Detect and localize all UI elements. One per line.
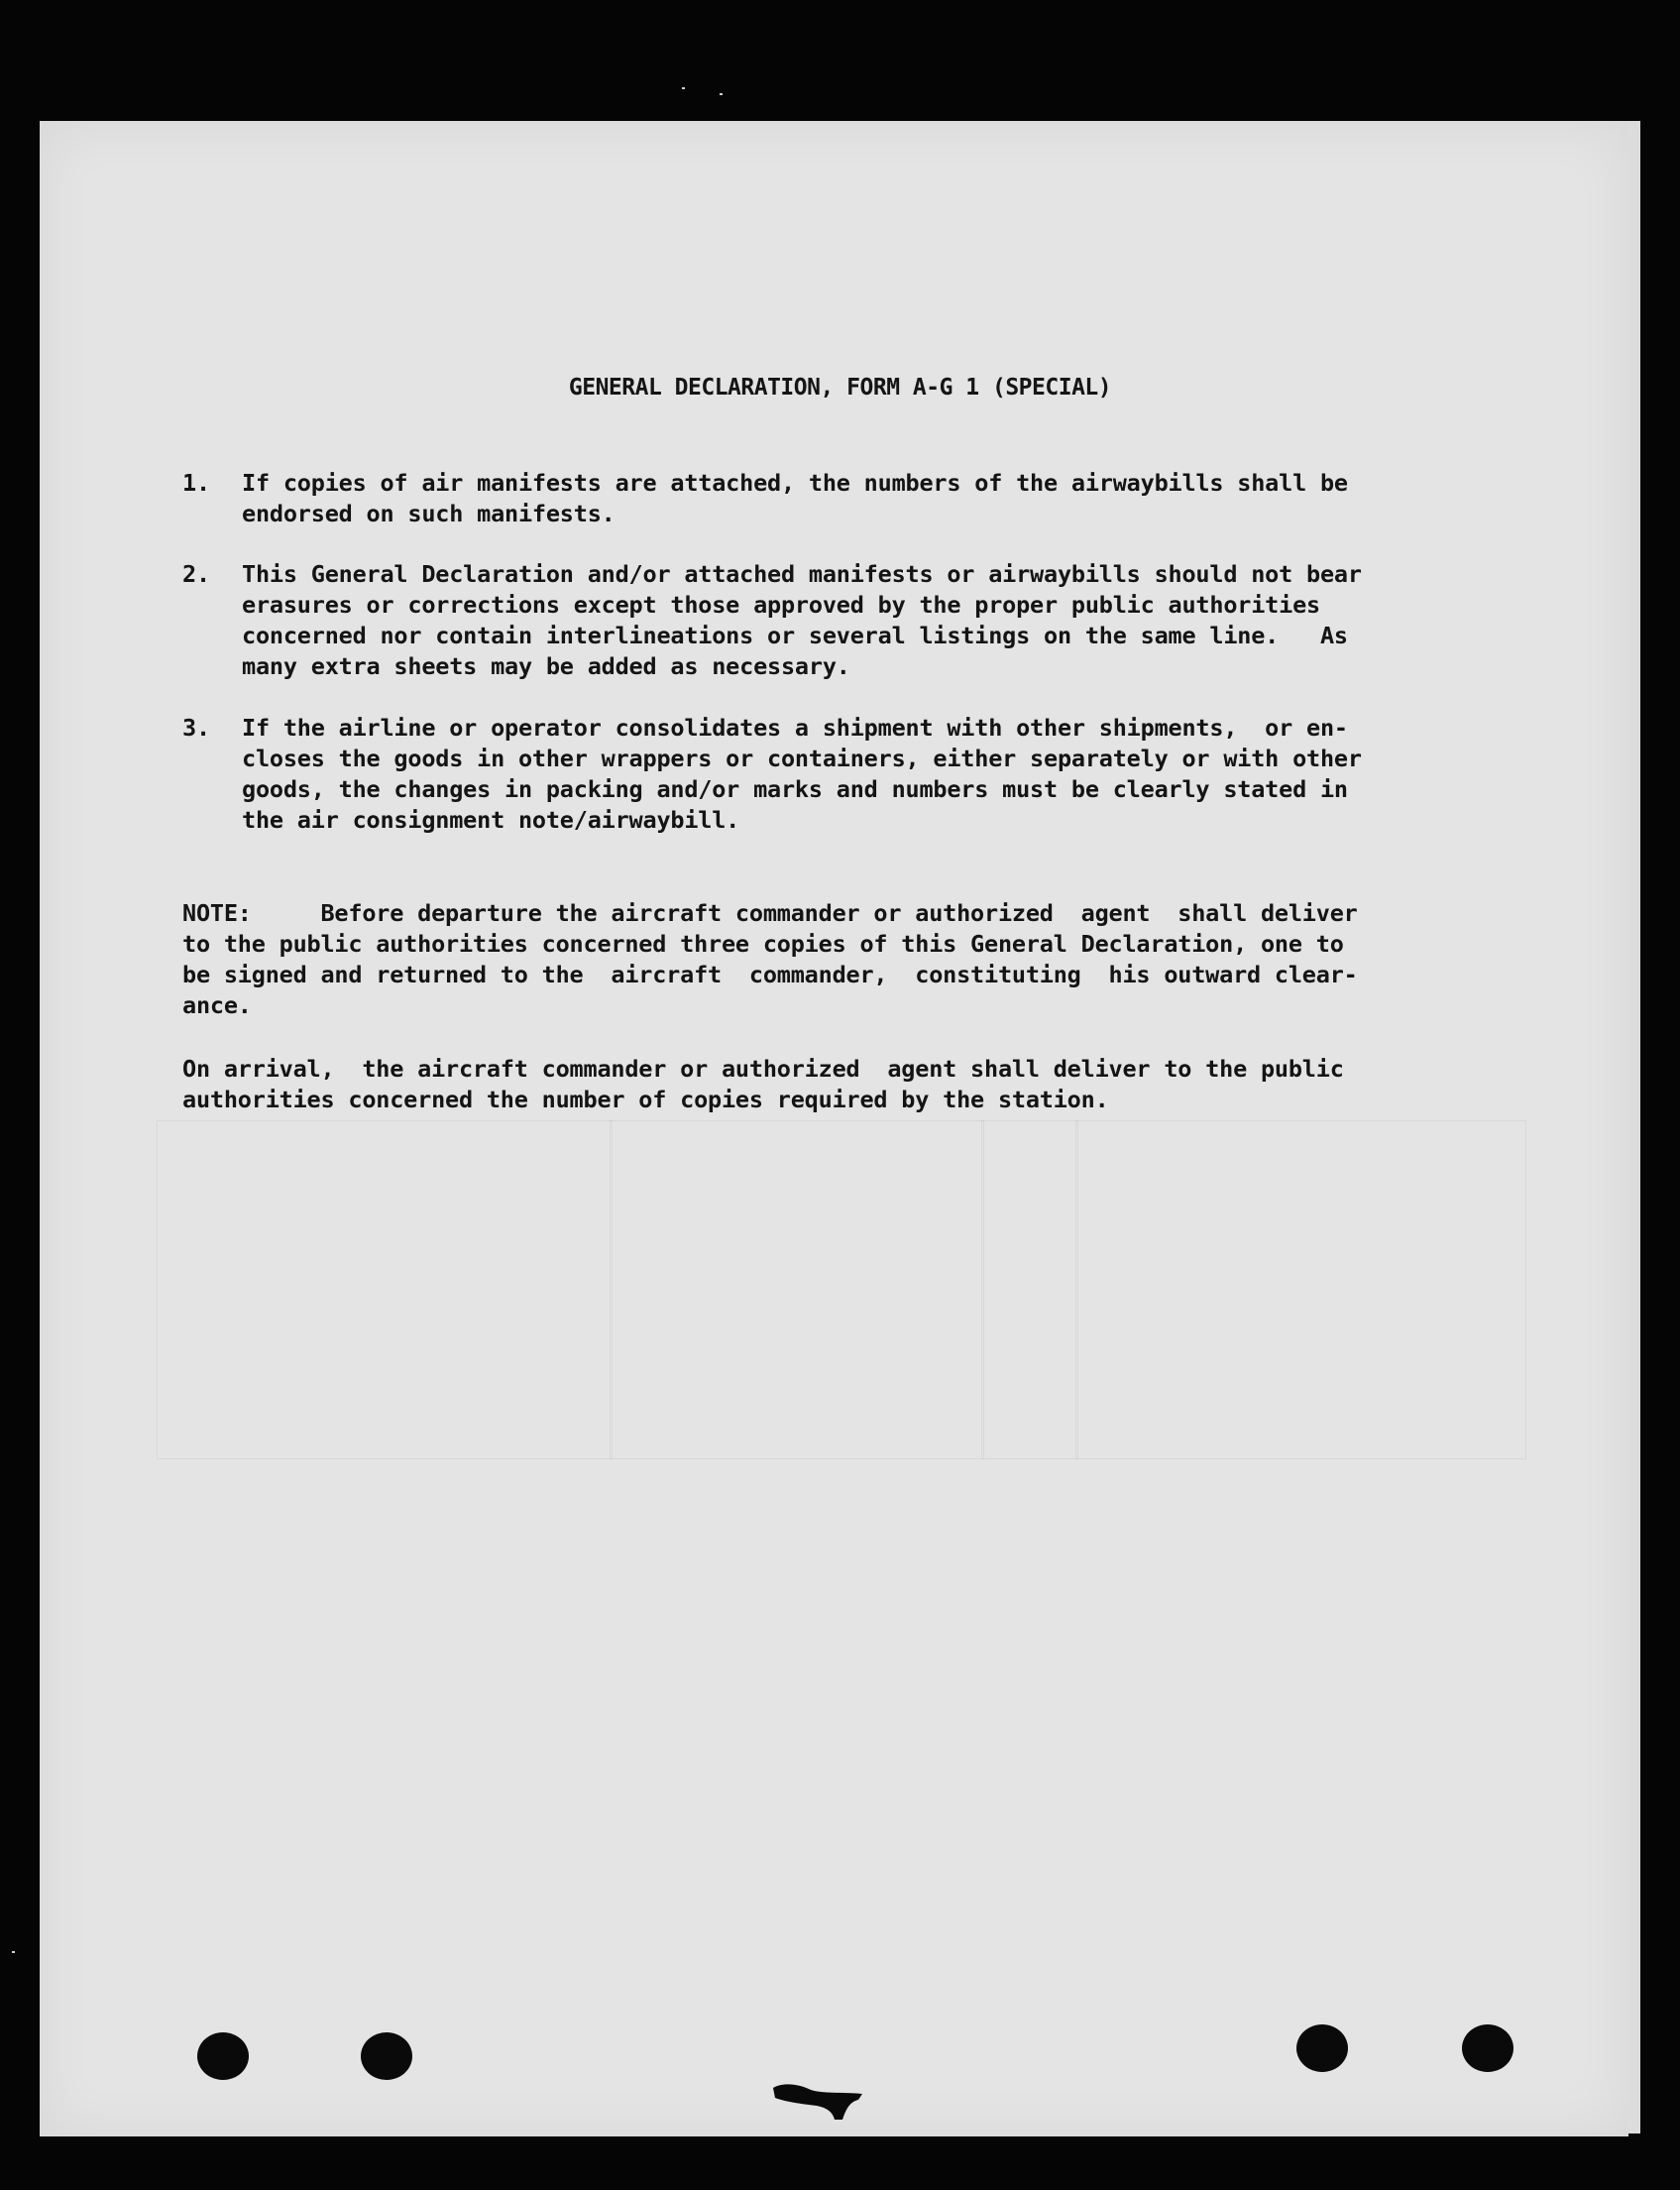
list-item	[182, 468, 1481, 529]
dust-speck	[12, 1951, 15, 1953]
item-text	[242, 468, 1481, 529]
item-text	[242, 559, 1481, 682]
text-line: ance.	[182, 991, 252, 1019]
item-number: 1.	[182, 469, 210, 497]
item-text	[242, 713, 1481, 836]
punch-hole	[1296, 2024, 1348, 2072]
text-line: goods, the changes in packing and/or marks and numbers must be clearly stated in	[242, 775, 1348, 803]
text-line: closes the goods in other wrappers or containers, either separately or with other	[242, 745, 1362, 772]
list-item	[182, 559, 1481, 682]
text-line: many extra sheets may be added as necessary.	[242, 652, 850, 680]
bleed-through-line	[1075, 1120, 1078, 1459]
punch-hole	[361, 2032, 412, 2080]
item-number: 2.	[182, 560, 210, 588]
note-paragraph	[182, 898, 1481, 1021]
text-line: be signed and returned to the aircraft commander, constituting his outward clear-	[182, 961, 1358, 988]
text-line: erasures or corrections except those approved by the proper public authorities	[242, 591, 1320, 619]
punch-hole	[197, 2032, 249, 2080]
item-number: 3.	[182, 714, 210, 742]
text-line: to the public authorities concerned three copies of this General Declaration, one to	[182, 930, 1344, 958]
bleed-through-table	[157, 1120, 1526, 1459]
arrival-paragraph	[182, 1054, 1481, 1115]
bleed-through-line	[981, 1120, 984, 1459]
bleed-through-line	[610, 1120, 613, 1459]
text-line: the air consignment note/airwaybill.	[242, 806, 740, 834]
text-line: concerned nor contain interlineations or several listings on the same line. As	[242, 622, 1348, 649]
text-line: On arrival, the aircraft commander or authorized agent shall deliver to the public	[182, 1055, 1344, 1083]
dust-speck	[720, 93, 723, 95]
list-item	[182, 713, 1481, 836]
document-title: GENERAL DECLARATION, FORM A-G 1 (SPECIAL)	[568, 375, 1112, 401]
punch-hole	[1462, 2024, 1513, 2072]
dust-speck	[682, 87, 685, 89]
text-line: If the airline or operator consolidates a shipment with other shipments, or en-	[242, 714, 1348, 742]
ink-blot	[771, 2080, 866, 2122]
text-line: If copies of air manifests are attached, the numbers of the airwaybills shall be	[242, 469, 1348, 497]
text-line: endorsed on such manifests.	[242, 500, 616, 527]
text-line: authorities concerned the number of copies required by the station.	[182, 1086, 1109, 1113]
text-line: This General Declaration and/or attached manifests or airwaybills should not bear	[242, 560, 1362, 588]
text-line: NOTE: Before departure the aircraft commander or authorized agent shall deliver	[182, 899, 1358, 927]
